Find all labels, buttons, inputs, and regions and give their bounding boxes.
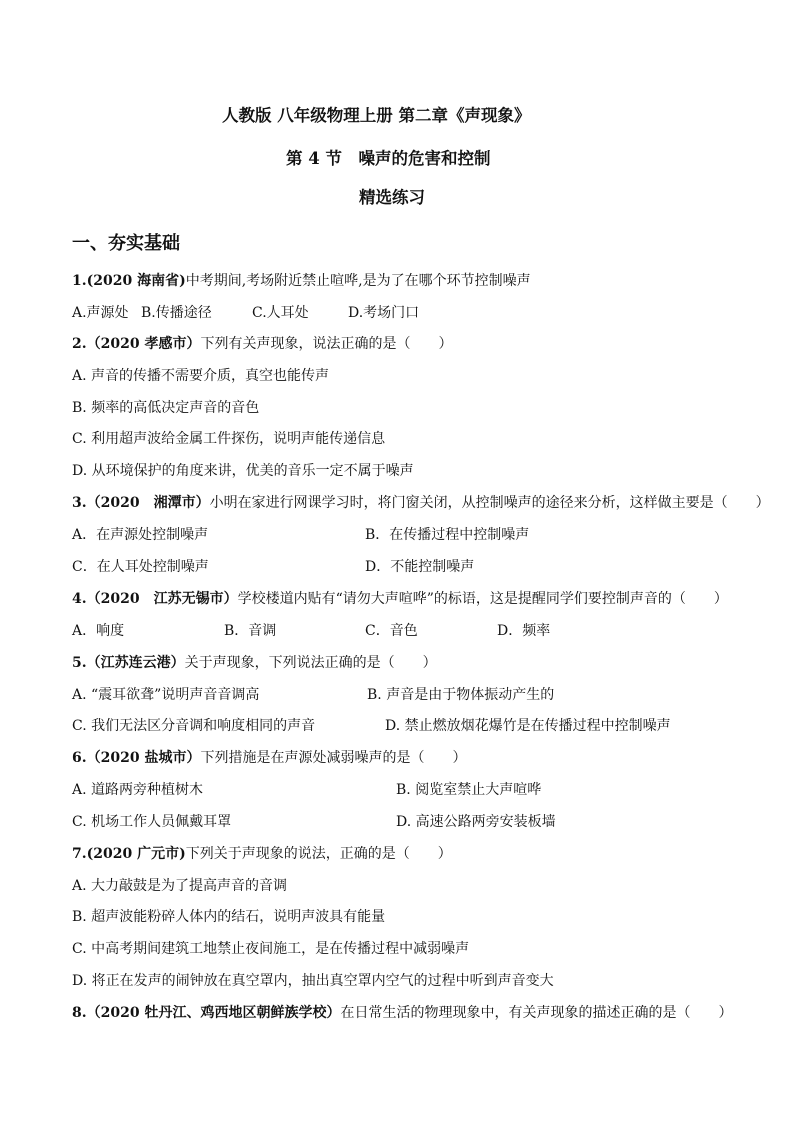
option-c: C. 利用超声波给金属工件探伤，说明声能传递信息 <box>72 431 386 447</box>
option-d: D.考场门口 <box>348 305 420 321</box>
question-7 <box>72 845 452 863</box>
section-title: 第 4 节 噪声的危害和控制 <box>286 149 491 168</box>
question-stem: 小明在家进行网课学习时，将门窗关闭，从控制噪声的途径来分析，这样做主要是（ ） <box>209 495 770 511</box>
option-b: B.传播途径 <box>141 305 212 321</box>
option-d: D. 禁止燃放烟花爆竹是在传播过程中控制噪声 <box>385 718 671 734</box>
option-a: A．在声源处控制噪声 <box>72 527 209 543</box>
question-source: (2020 海南省) <box>86 273 186 289</box>
doc-subtitle: 精选练习 <box>359 188 425 207</box>
question-number: 4. <box>72 591 87 607</box>
option-c: C. 我们无法区分音调和响度相同的声音 <box>72 718 316 734</box>
option-a: A. “震耳欲聋”说明声音音调高 <box>72 687 260 703</box>
option-c: C. 中高考期间建筑工地禁止夜间施工，是在传播过程中减弱噪声 <box>72 941 470 957</box>
question-number: 5. <box>72 655 87 671</box>
option-b: B．在传播过程中控制噪声 <box>365 527 530 543</box>
question-stem: 关于声现象，下列说法正确的是（ ） <box>184 655 437 671</box>
option-a: A.声源处 <box>72 305 129 321</box>
question-3 <box>72 494 770 512</box>
option-d: D．频率 <box>497 623 551 639</box>
question-stem: 下列关于声现象的说法，正确的是（ ） <box>185 846 452 862</box>
question-source: （江苏连云港） <box>86 655 185 671</box>
question-number: 6. <box>72 750 87 766</box>
question-stem: 中考期间,考场附近禁止喧哗,是为了在哪个环节控制噪声 <box>185 273 531 289</box>
option-d: D. 将正在发声的闹钟放在真空罩内，抽出真空罩内空气的过程中听到声音变大 <box>72 973 554 989</box>
option-b: B. 声音是由于物体振动产生的 <box>367 687 555 703</box>
question-4 <box>72 590 728 608</box>
option-b: B．音调 <box>224 623 277 639</box>
question-stem: 在日常生活的物理现象中，有关声现象的描述正确的是（ ） <box>340 1005 733 1021</box>
question-2 <box>72 335 452 353</box>
question-source: （2020 江苏无锡市） <box>86 591 238 607</box>
option-c: C．音色 <box>365 623 418 639</box>
question-stem: 下列有关声现象，说法正确的是（ ） <box>200 336 453 352</box>
option-a: A. 声音的传播不需要介质，真空也能传声 <box>72 368 330 384</box>
option-c: C.人耳处 <box>252 305 309 321</box>
option-b: B. 超声波能粉碎人体内的结石，说明声波具有能量 <box>72 909 386 925</box>
question-number: 1. <box>72 273 87 289</box>
option-b: B. 频率的高低决定声音的音色 <box>72 400 260 416</box>
question-source: （2020 盐城市） <box>86 750 201 766</box>
option-d: D. 从环境保护的角度来讲，优美的音乐一定不属于噪声 <box>72 463 414 479</box>
doc-title: 人教版 八年级物理上册 第二章《声现象》 <box>222 106 531 125</box>
part-heading: 一、夯实基础 <box>72 233 180 254</box>
option-b: B. 阅览室禁止大声喧哗 <box>396 782 542 798</box>
question-number: 7. <box>72 846 87 862</box>
question-number: 3. <box>72 495 87 511</box>
option-d: D. 高速公路两旁安装板墙 <box>396 814 556 830</box>
option-c: C. 机场工作人员佩戴耳罩 <box>72 814 232 830</box>
option-a: A. 大力敲鼓是为了提高声音的音调 <box>72 878 288 894</box>
question-source: (2020 广元市) <box>86 846 186 862</box>
question-stem: 学校楼道内贴有“请勿大声喧哗”的标语，这是提醒同学们要控制声音的（ ） <box>237 591 728 607</box>
question-5 <box>72 654 437 672</box>
option-a: A．响度 <box>72 623 125 639</box>
question-8 <box>72 1004 732 1022</box>
option-d: D．不能控制噪声 <box>365 559 475 575</box>
question-number: 8. <box>72 1005 87 1021</box>
option-a: A. 道路两旁种植树木 <box>72 782 204 798</box>
question-source: （2020 湘潭市） <box>86 495 210 511</box>
question-source: （2020 牡丹江、鸡西地区朝鲜族学校） <box>86 1005 341 1021</box>
option-c: C．在人耳处控制噪声 <box>72 559 209 575</box>
question-number: 2. <box>72 336 87 352</box>
question-stem: 下列措施是在声源处减弱噪声的是（ ） <box>200 750 467 766</box>
question-6 <box>72 749 466 767</box>
question-1 <box>72 272 531 290</box>
question-source: （2020 孝感市） <box>86 336 201 352</box>
